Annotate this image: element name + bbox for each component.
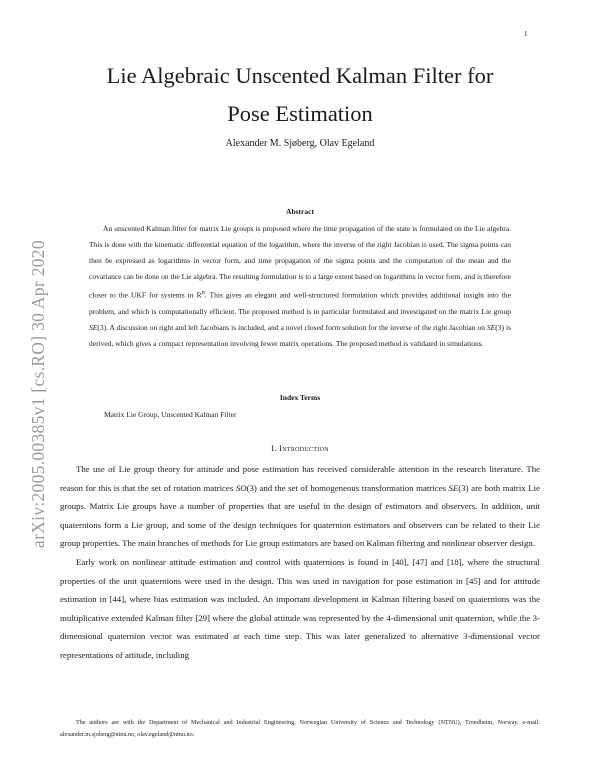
real-space-symbol: R: [196, 290, 202, 300]
arxiv-identifier: arXiv:2005.00385v1 [cs.RO] 30 Apr 2020: [28, 240, 48, 548]
se3-group-symbol: SE: [89, 322, 98, 332]
abstract-sentence-1: An unscented Kalman filter for matrix Lie groups is proposed where the time propagation of the state is formulated on the Lie algebra. This is done with the kinematic differential equation of the logarithm, where the inverse of the right Jacobian is used. The sigma points can then be expressed as logarithms in vector form, and time propagation of the sigma points and the computation of the mean and the covariance can be done on the Lie algebra. The resulting formulation is to a large extent based on logarithms in vector form, and is therefore closer to the UKF for systems in: [89, 224, 511, 300]
abstract-sentence-4: is derived, which gives a compact representation involving fewer matrix operations. The proposed method is validated in simulations.: [89, 322, 511, 348]
intro-paragraph-1: [60, 460, 540, 553]
so3-group-symbol: SO: [235, 482, 247, 493]
intro-p1-part-a: The use of Lie group theory for attitude and pose estimation has received considerable attention in the research literature. The reason for this is that the set of rotation matrices: [60, 464, 540, 493]
authors: Alexander M. Sjøberg, Olav Egeland: [225, 138, 375, 149]
introduction-body: [60, 460, 540, 665]
author-affiliation-footnote: The authors are with the Department of Mechanical and Industrial Engineering, Norwegian University of Science and Technology (NTNU), Trondheim, Norway. e-mail: alexander.m.sjoberg@ntnu.no, olav.egeland@ntnu.no.: [60, 719, 540, 738]
real-space-exponent: n: [201, 289, 205, 296]
abstract-text: [89, 221, 511, 352]
section-title: Introduction: [279, 443, 329, 453]
se3-group-symbol: SE: [486, 322, 496, 332]
index-terms: Matrix Lie Group, Unscented Kalman Filter: [104, 410, 237, 419]
se3-group-argument: (3): [495, 322, 505, 332]
intro-paragraph-2: Early work on nonlinear attitude estimation and control with quaternions is found in [40], [47] and [18], where the structural properties of the unit quaternions were used in the design. This was used in navigation for pose estimation in [45] and for attitude estimation in [44], where bias estimation was included. An important development in Kalman filtering based on quaternions was the multiplicative extended Kalman filter [29] where the global attitude was represented by the 4-dimensional unit quaternion, while the 3-dimensional quaternion vector was estimated at each time step. This was later generalized to alternative 3-dimensional vector representations of attitude, including: [60, 556, 540, 660]
paper-title: [60, 57, 540, 133]
se3-group-argument: (3): [458, 482, 469, 493]
abstract-sentence-3: . A discussion on right and left Jacobians is included, and a novel closed form solution for the inverse of the right Jacobian on: [106, 322, 487, 332]
se3-group-symbol: SE: [448, 482, 459, 493]
title-line-2: Pose Estimation: [227, 101, 373, 126]
intro-p1-part-b: and the set of homogeneous transformation matrices: [256, 482, 449, 493]
abstract-sentence-2: . This gives an elegant and well-structured formulation which provides additional insight into the problem, and which is computationally efficient. The proposed method is in particular formulated and investigated on the matrix Lie group: [89, 290, 511, 316]
abstract-heading: Abstract: [286, 207, 314, 216]
intro-p1-part-c: are both matrix Lie groups. Matrix Lie groups have a number of properties that are useful in the design of estimators and observers. In addition, unit quaternions form a Lie group, and some of the design techniques for quaternion estimators and observers can be related to their Lie group properties. The main branches of methods for Lie group estimators are based on Kalman filtering and nonlinear observer design.: [60, 482, 540, 549]
index-terms-heading: Index Terms: [279, 393, 321, 402]
page-number: 1: [524, 30, 528, 38]
section-numeral: I.: [271, 443, 277, 453]
se3-group-argument: (3): [97, 322, 107, 332]
section-heading-introduction: [0, 443, 600, 453]
so3-group-argument: (3): [246, 482, 257, 493]
title-line-1: Lie Algebraic Unscented Kalman Filter for: [106, 63, 494, 88]
